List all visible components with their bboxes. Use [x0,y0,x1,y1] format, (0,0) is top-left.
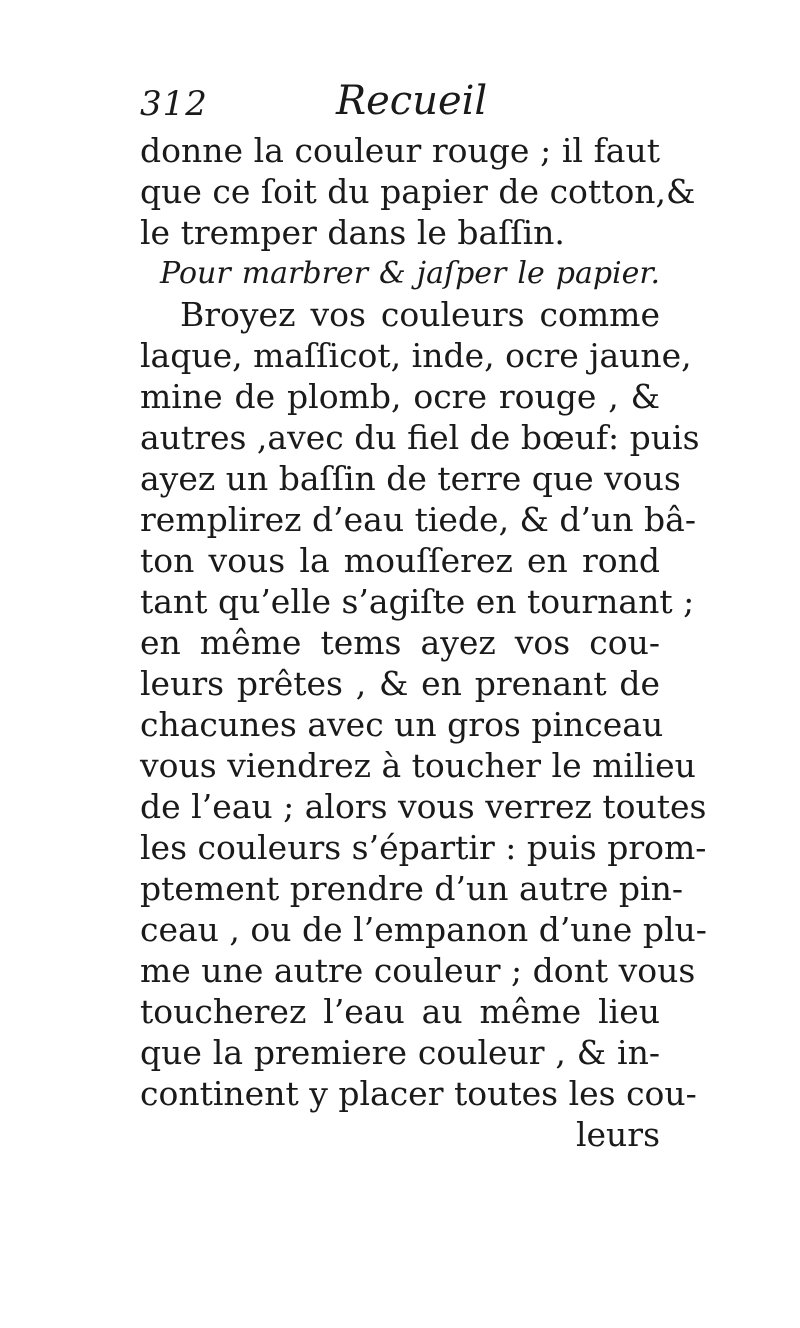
paragraph-line: ayez un baſſin de terre que vous [140,459,681,498]
paragraph-line: autres ,avec du fiel de bœuf: puis [140,418,700,457]
paragraph-line: toucherez l’eau au même lieu [140,992,660,1031]
paragraph-line: vous viendrez à toucher le milieu [140,746,696,785]
text-line: donne la couleur rouge ; il faut [140,131,660,170]
paragraph-line: mine de plomb, ocre rouge , & [140,377,660,416]
body-text [140,130,707,1155]
catchword: leurs [575,1115,660,1154]
page-number: 312 [140,84,208,124]
paragraph-line: en même tems ayez vos cou- [140,623,660,662]
paragraph-line: laque, maſſicot, inde, ocre jaune, [140,336,692,375]
paragraph-line: me une autre couleur ; dont vous [140,951,696,990]
paragraph-line: de l’eau ; alors vous verrez toutes [140,787,707,826]
paragraph-line: remplirez d’eau tiede, & d’un bâ- [140,500,696,539]
paragraph-line: ptement prendre d’un autre pin- [140,869,684,908]
running-head: Recueil [336,78,488,124]
text-line: le tremper dans le baſſin. [140,213,565,252]
paragraph-line: leurs prêtes , & en prenant de [140,664,660,703]
paragraph-line: tant qu’elle s’agiſte en tournant ; [140,582,695,621]
section-title: Pour marbrer & jaſper le papier. [160,256,660,291]
paragraph-line: ton vous la mouſſerez en rond [140,541,660,580]
paragraph-line: ceau , ou de l’empanon d’une plu- [140,910,707,949]
paragraph-line: continent y placer toutes les cou- [140,1074,697,1113]
text-line: que ce ſoit du papier de cotton,& [140,172,696,211]
paragraph-line: chacunes avec un gros pinceau [140,705,664,744]
page-header [140,78,660,128]
paragraph-line: les couleurs s’épartir : puis prom- [140,828,707,867]
paragraph-line: Broyez vos couleurs comme [180,295,660,334]
paragraph-line: que la premiere couleur , & in- [140,1033,660,1072]
